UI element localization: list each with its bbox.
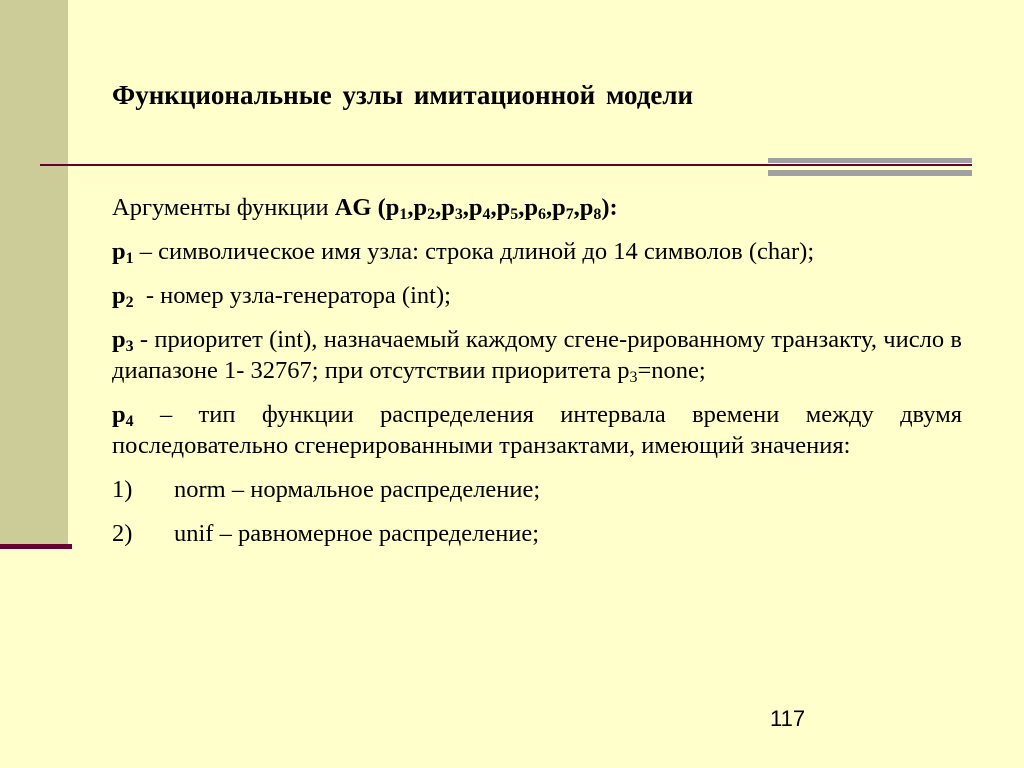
intro-paragraph bbox=[112, 192, 962, 223]
arg-4: $p_4$ bbox=[468, 194, 491, 223]
slide-body bbox=[112, 192, 962, 562]
arg-8: $p_8$ bbox=[579, 194, 602, 223]
arg-7: $p_7$ bbox=[552, 194, 574, 223]
list-item bbox=[112, 474, 962, 505]
param-p2-text: - номер узла-генератора (int); bbox=[133, 282, 451, 309]
list-item-number: 2) bbox=[112, 520, 133, 547]
args-close: ): bbox=[601, 194, 618, 221]
param-p2-label: $p_2$ bbox=[112, 282, 134, 311]
arg-3: $p_3$ bbox=[441, 194, 463, 223]
arg-5: $p_5$ bbox=[496, 194, 519, 223]
page-number: 117 bbox=[770, 706, 806, 731]
param-p1-label: $p_1$ bbox=[112, 238, 134, 267]
list-item-number: 1) bbox=[112, 476, 133, 503]
function-name: AG $(p_1,p_2,p_3,p_4,p_5,p_6,p_7,p_8)$: bbox=[334, 194, 618, 223]
param-p3-inline-index: 3 bbox=[629, 368, 638, 386]
side-rule bbox=[0, 544, 72, 549]
function-name-text: AG bbox=[334, 194, 372, 221]
title-accent-bar-bottom bbox=[768, 170, 972, 176]
param-p3 bbox=[112, 324, 962, 386]
param-p1 bbox=[112, 236, 962, 267]
arg-2: $p_2$ bbox=[413, 194, 436, 223]
param-p3-tail: =none; bbox=[637, 357, 706, 384]
param-p4 bbox=[112, 399, 962, 461]
arg-1: $p_1$ bbox=[385, 194, 408, 223]
list-item bbox=[112, 518, 962, 549]
param-p3-text: - приоритет (int), назначаемый каждому сгене-рированному транзакту, число в диапазоне 1- 32767; при отсутствии приоритета p bbox=[112, 326, 962, 384]
arg-6: $p_6$ bbox=[524, 194, 546, 223]
title-accent-bar-top bbox=[768, 158, 972, 163]
param-p1-text: – символическое имя узла: строка длиной до 14 символов (char); bbox=[133, 238, 815, 265]
param-p2 bbox=[112, 280, 962, 311]
slide-title: Функциональные узлы имитационной модели bbox=[112, 80, 694, 110]
param-p3-label: $p_3$ bbox=[112, 326, 134, 355]
intro-text: Аргументы функции bbox=[112, 194, 335, 221]
title-rule bbox=[40, 164, 972, 166]
args-open: ( bbox=[371, 194, 386, 221]
list-item-text: norm – нормальное распределение; bbox=[174, 476, 541, 503]
side-band bbox=[0, 0, 68, 548]
param-p4-label: $p_4$ bbox=[112, 401, 134, 430]
list-item-text: unif – равномерное распределение; bbox=[174, 520, 540, 547]
param-p4-text: – тип функции распределения интервала времени между двумя последовательно сгенерированными транзактами, имеющий значения: bbox=[112, 401, 962, 459]
